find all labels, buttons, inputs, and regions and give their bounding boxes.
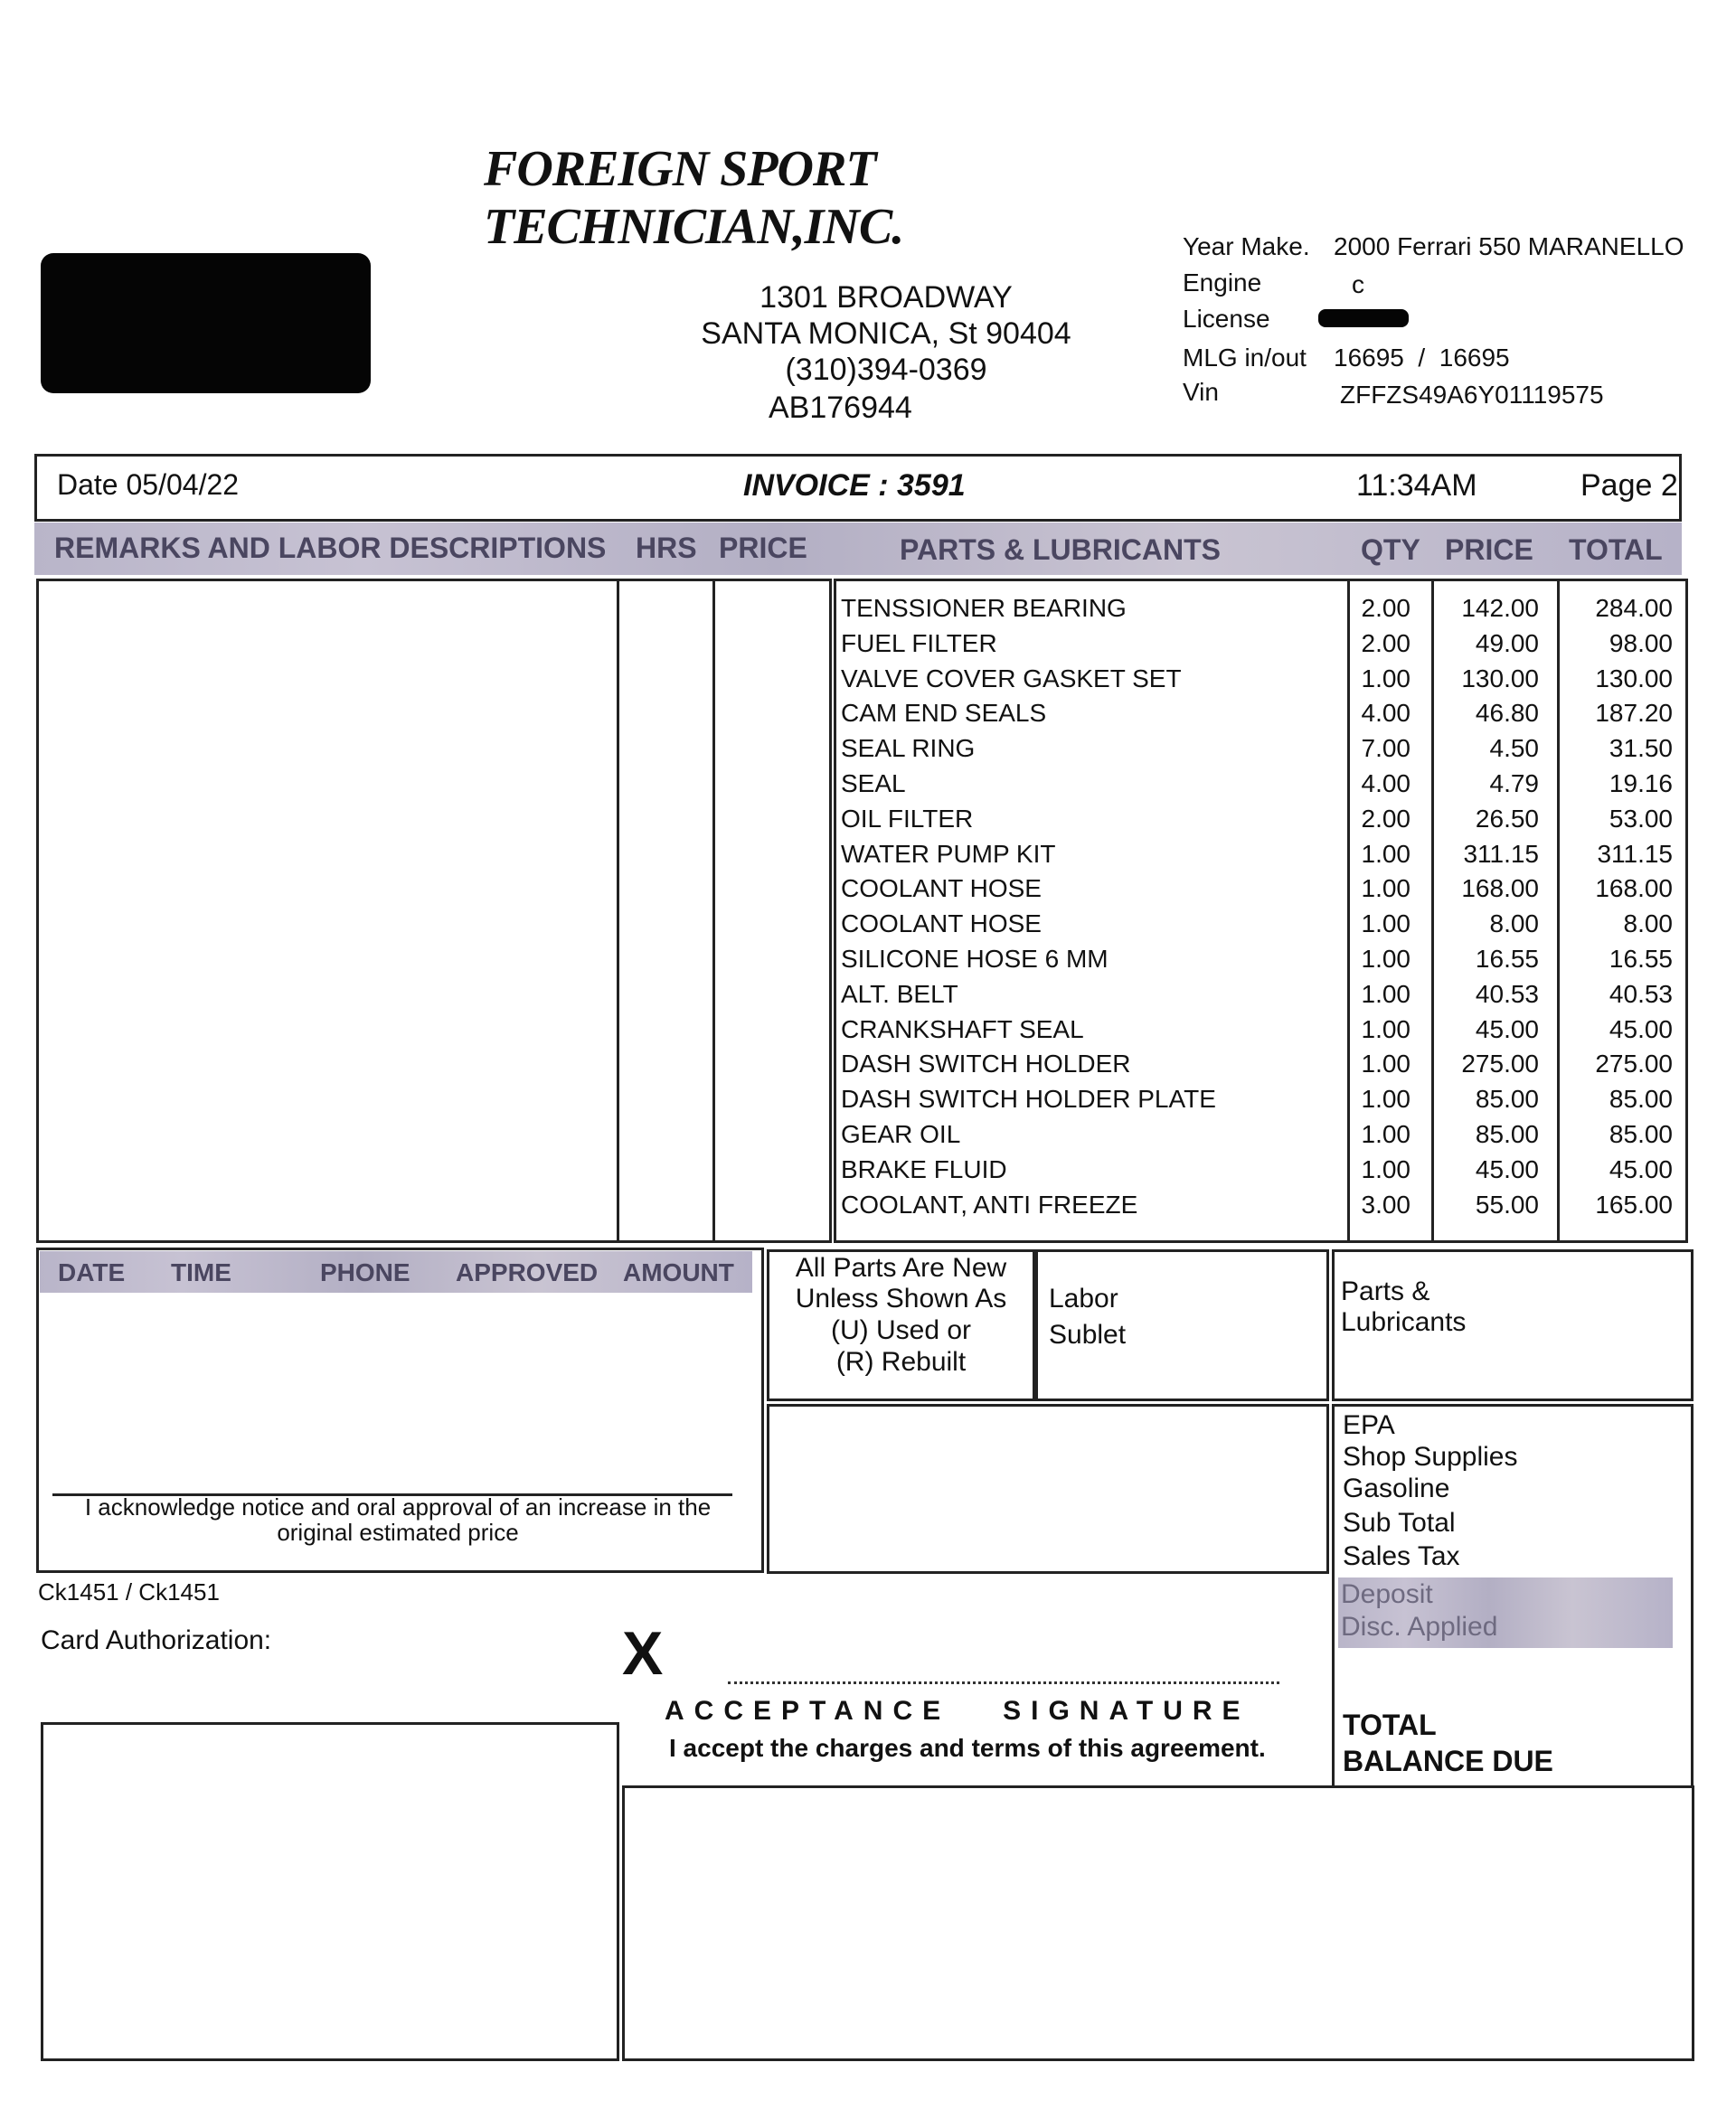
part-total: 85.00 <box>1609 1120 1673 1148</box>
parts-row <box>0 1012 1736 1047</box>
engine-label: Engine <box>1183 268 1262 297</box>
part-qty: 3.00 <box>1361 1191 1410 1219</box>
approval-header-band <box>40 1251 752 1293</box>
summary-gasoline: Gasoline <box>1343 1474 1450 1503</box>
header-total: TOTAL <box>1569 533 1663 566</box>
part-total: 40.53 <box>1609 980 1673 1008</box>
parts-row <box>0 907 1736 941</box>
summary-deposit: Deposit <box>1341 1579 1433 1609</box>
parts-note-line4: (R) Rebuilt <box>835 1347 967 1377</box>
part-price: 4.50 <box>1489 734 1539 762</box>
signature-line[interactable] <box>728 1681 1279 1684</box>
parts-note-line2: Unless Shown As <box>795 1284 1007 1314</box>
summary-shop-supplies: Shop Supplies <box>1343 1442 1518 1472</box>
parts-row <box>0 871 1736 906</box>
vin-value: ZFFZS49A6Y01119575 <box>1340 381 1604 409</box>
part-qty: 1.00 <box>1361 1015 1410 1043</box>
summary-parts-line1: Parts & <box>1341 1276 1430 1306</box>
parts-row <box>0 591 1736 626</box>
card-authorization-label: Card Authorization: <box>41 1625 272 1655</box>
part-qty: 1.00 <box>1361 945 1410 973</box>
header-qty: QTY <box>1361 533 1420 566</box>
part-name: CAM END SEALS <box>841 699 1047 727</box>
header-remarks: REMARKS AND LABOR DESCRIPTIONS <box>54 532 607 564</box>
parts-row <box>0 626 1736 661</box>
header-price: PRICE <box>719 532 807 564</box>
company-license-number: AB176944 <box>769 391 912 425</box>
part-total: 275.00 <box>1595 1050 1673 1078</box>
part-price: 130.00 <box>1461 664 1539 692</box>
approval-phone-label: PHONE <box>320 1258 410 1286</box>
summary-sales-tax: Sales Tax <box>1343 1541 1460 1571</box>
parts-note-line1: All Parts Are New <box>795 1253 1007 1283</box>
invoice-number: INVOICE : 3591 <box>743 468 966 503</box>
summary-disc-applied: Disc. Applied <box>1341 1612 1498 1642</box>
part-qty: 1.00 <box>1361 980 1410 1008</box>
deposit-band <box>1338 1577 1673 1648</box>
parts-row <box>0 1188 1736 1222</box>
part-qty: 1.00 <box>1361 874 1410 902</box>
acceptance-text: I accept the charges and terms of this agreement. <box>669 1734 1266 1762</box>
parts-note-line3: (U) Used or <box>830 1315 972 1345</box>
parts-row <box>0 942 1736 976</box>
mlg-value: 16695 / 16695 <box>1334 344 1510 372</box>
part-total: 85.00 <box>1609 1085 1673 1113</box>
mlg-label: MLG in/out <box>1183 344 1307 372</box>
part-name: SEAL <box>841 769 906 797</box>
parts-row <box>0 696 1736 730</box>
invoice-time: 11:34AM <box>1356 468 1477 503</box>
header-parts: PARTS & LUBRICANTS <box>900 533 1221 566</box>
part-name: OIL FILTER <box>841 805 974 833</box>
approval-ack-line1: I acknowledge notice and oral approval of an increase in the <box>84 1493 712 1521</box>
part-total: 16.55 <box>1609 945 1673 973</box>
part-price: 16.55 <box>1475 945 1539 973</box>
company-name: FOREIGN SPORT TECHNICIAN,INC. <box>484 141 904 255</box>
part-total: 19.16 <box>1609 769 1673 797</box>
parts-row <box>0 802 1736 836</box>
vin-label: Vin <box>1183 378 1219 406</box>
part-price: 275.00 <box>1461 1050 1539 1078</box>
part-price: 45.00 <box>1475 1015 1539 1043</box>
part-name: GEAR OIL <box>841 1120 961 1148</box>
part-name: WATER PUMP KIT <box>841 840 1056 868</box>
part-name: DASH SWITCH HOLDER PLATE <box>841 1085 1216 1113</box>
part-total: 168.00 <box>1595 874 1673 902</box>
part-total: 165.00 <box>1595 1191 1673 1219</box>
blank-middle-box <box>767 1404 1329 1574</box>
signature-box[interactable] <box>622 1785 1694 2061</box>
approval-ack-line2: original estimated price <box>277 1519 519 1546</box>
year-make-value: 2000 Ferrari 550 MARANELLO <box>1334 232 1684 260</box>
part-name: VALVE COVER GASKET SET <box>841 664 1182 692</box>
part-name: TENSSIONER BEARING <box>841 594 1127 622</box>
summary-balance-due: BALANCE DUE <box>1343 1745 1553 1777</box>
parts-row <box>0 1117 1736 1152</box>
part-name: SEAL RING <box>841 734 976 762</box>
license-label: License <box>1183 305 1270 333</box>
company-address-line2: SANTA MONICA, St 90404 <box>701 316 1071 351</box>
summary-epa: EPA <box>1343 1410 1395 1440</box>
approval-date-label: DATE <box>58 1258 126 1286</box>
part-qty: 1.00 <box>1361 1050 1410 1078</box>
part-price: 46.80 <box>1475 699 1539 727</box>
part-price: 45.00 <box>1475 1155 1539 1183</box>
part-price: 142.00 <box>1461 594 1539 622</box>
part-qty: 4.00 <box>1361 699 1410 727</box>
part-total: 311.15 <box>1597 840 1673 868</box>
header-parts-price: PRICE <box>1445 533 1533 566</box>
signature-x-mark: X <box>622 1619 664 1688</box>
part-name: CRANKSHAFT SEAL <box>841 1015 1084 1043</box>
part-name: SILICONE HOSE 6 MM <box>841 945 1109 973</box>
engine-value: c <box>1352 270 1364 298</box>
part-total: 8.00 <box>1623 909 1673 937</box>
part-price: 85.00 <box>1475 1120 1539 1148</box>
parts-row <box>0 977 1736 1012</box>
summary-sub-total: Sub Total <box>1343 1508 1456 1538</box>
part-price: 85.00 <box>1475 1085 1539 1113</box>
part-total: 284.00 <box>1595 594 1673 622</box>
approval-time-label: TIME <box>171 1258 231 1286</box>
parts-row <box>0 1153 1736 1187</box>
part-qty: 2.00 <box>1361 629 1410 657</box>
part-price: 40.53 <box>1475 980 1539 1008</box>
approval-amount-label: AMOUNT <box>623 1258 734 1286</box>
labor-label: Labor <box>1049 1284 1118 1314</box>
part-name: FUEL FILTER <box>841 629 997 657</box>
part-name: COOLANT, ANTI FREEZE <box>841 1191 1138 1219</box>
page-number: Page 2 <box>1580 468 1678 503</box>
part-qty: 1.00 <box>1361 664 1410 692</box>
part-total: 31.50 <box>1609 734 1673 762</box>
part-qty: 1.00 <box>1361 1085 1410 1113</box>
part-qty: 4.00 <box>1361 769 1410 797</box>
summary-parts-line2: Lubricants <box>1341 1307 1467 1337</box>
part-price: 49.00 <box>1475 629 1539 657</box>
part-name: BRAKE FLUID <box>841 1155 1007 1183</box>
part-price: 55.00 <box>1475 1191 1539 1219</box>
part-qty: 1.00 <box>1361 1155 1410 1183</box>
sublet-label: Sublet <box>1049 1320 1127 1350</box>
date-value: 05/04/22 <box>126 468 240 501</box>
part-qty: 1.00 <box>1361 909 1410 937</box>
part-qty: 2.00 <box>1361 805 1410 833</box>
part-name: ALT. BELT <box>841 980 958 1008</box>
company-address-line1: 1301 BROADWAY <box>760 280 1013 315</box>
date-label: Date <box>57 468 118 501</box>
part-total: 130.00 <box>1595 664 1673 692</box>
part-total: 53.00 <box>1609 805 1673 833</box>
part-total: 187.20 <box>1595 699 1673 727</box>
part-qty: 7.00 <box>1361 734 1410 762</box>
part-price: 4.79 <box>1489 769 1539 797</box>
parts-row <box>0 662 1736 696</box>
part-name: COOLANT HOSE <box>841 909 1042 937</box>
parts-row <box>0 1082 1736 1116</box>
acceptance-signature-title: ACCEPTANCE SIGNATURE <box>665 1696 1250 1726</box>
card-authorization-box[interactable] <box>41 1722 619 2061</box>
parts-row <box>0 1047 1736 1081</box>
part-qty: 1.00 <box>1361 1120 1410 1148</box>
parts-row <box>0 837 1736 871</box>
part-total: 98.00 <box>1609 629 1673 657</box>
part-total: 45.00 <box>1609 1155 1673 1183</box>
part-qty: 1.00 <box>1361 840 1410 868</box>
parts-row <box>0 731 1736 766</box>
approval-approved-label: APPROVED <box>456 1258 599 1286</box>
company-phone: (310)394-0369 <box>785 353 987 387</box>
part-total: 45.00 <box>1609 1015 1673 1043</box>
part-name: DASH SWITCH HOLDER <box>841 1050 1131 1078</box>
part-qty: 2.00 <box>1361 594 1410 622</box>
part-name: COOLANT HOSE <box>841 874 1042 902</box>
check-number: Ck1451 / Ck1451 <box>38 1578 220 1606</box>
summary-total: TOTAL <box>1343 1709 1437 1741</box>
part-price: 168.00 <box>1461 874 1539 902</box>
year-make-label: Year Make. <box>1183 232 1310 260</box>
part-price: 26.50 <box>1475 805 1539 833</box>
part-price: 311.15 <box>1463 840 1539 868</box>
part-price: 8.00 <box>1489 909 1539 937</box>
parts-row <box>0 767 1736 801</box>
header-hrs: HRS <box>636 532 697 564</box>
